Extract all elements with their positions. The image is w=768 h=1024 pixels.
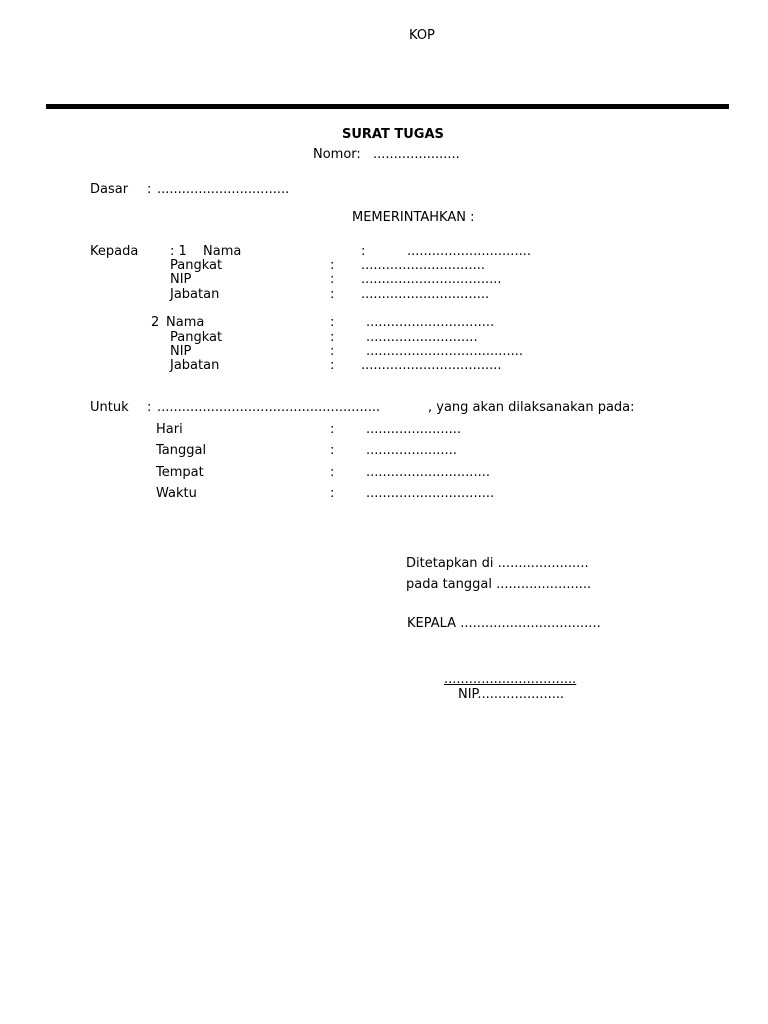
person-2-jabatan-label: Jabatan [170, 358, 220, 373]
person-1-nama-value: .............................. [407, 244, 531, 259]
nomor-value: ..................... [373, 147, 460, 162]
person-2-nama-value: ............................... [366, 315, 495, 330]
untuk-label: Untuk [90, 400, 129, 415]
tempat-colon: : [330, 465, 335, 480]
person-1-jabatan-value: ............................... [361, 287, 490, 302]
person-2-pangkat-label: Pangkat [170, 330, 223, 345]
person-1-pangkat-colon: : [330, 258, 335, 273]
person-2-pangkat-colon: : [330, 330, 335, 345]
waktu-value: ............................... [366, 486, 495, 501]
person-1-nip-label: NIP [170, 272, 192, 287]
waktu-colon: : [330, 486, 335, 501]
untuk-value: ...................................................... [157, 400, 381, 415]
tanggal-line: pada tanggal ....................... [406, 577, 592, 592]
hari-value: ....................... [366, 422, 462, 437]
tanggal-value: ...................... [366, 443, 457, 458]
signatory-nip: NIP..................... [458, 687, 565, 702]
person-2-nip-label: NIP [170, 344, 192, 359]
person-2-nama-label: Nama [166, 315, 205, 330]
document-title: SURAT TUGAS [342, 127, 444, 142]
tanggal-colon: : [330, 443, 335, 458]
command-heading: MEMERINTAHKAN : [352, 210, 475, 225]
dasar-value: ................................ [157, 182, 290, 197]
person-2-number: 2 [151, 315, 160, 330]
dasar-label: Dasar [90, 182, 129, 197]
person-1-nip-value: .................................. [361, 272, 502, 287]
person-1-jabatan-colon: : [330, 287, 335, 302]
person-1-number: : 1 [170, 244, 187, 259]
untuk-suffix: , yang akan dilaksanakan pada: [428, 400, 635, 415]
person-1-nama-label: Nama [203, 244, 242, 259]
person-1-jabatan-label: Jabatan [170, 287, 220, 302]
tanggal-label: Tanggal [156, 443, 207, 458]
signatory-name-line: ................................ [444, 672, 577, 687]
person-1-pangkat-value: .............................. [361, 258, 485, 273]
ditetapkan-line: Ditetapkan di ...................... [406, 556, 589, 571]
person-1-nama-colon: : [361, 244, 366, 259]
tempat-value: .............................. [366, 465, 490, 480]
dasar-colon: : [147, 182, 152, 197]
person-2-nama-colon: : [330, 315, 335, 330]
person-1-pangkat-label: Pangkat [170, 258, 223, 273]
person-2-pangkat-value: ........................... [366, 330, 478, 345]
person-2-nip-value: ...................................... [366, 344, 524, 359]
person-1-nip-colon: : [330, 272, 335, 287]
hari-colon: : [330, 422, 335, 437]
letterhead-divider [46, 104, 729, 109]
person-2-nip-colon: : [330, 344, 335, 359]
letterhead-kop: KOP [409, 28, 435, 43]
kepada-label: Kepada [90, 244, 139, 259]
waktu-label: Waktu [156, 486, 197, 501]
kepala-line: KEPALA .................................. [407, 616, 601, 631]
person-2-jabatan-value: .................................. [361, 358, 502, 373]
tempat-label: Tempat [156, 465, 204, 480]
hari-label: Hari [156, 422, 183, 437]
nomor-label: Nomor: [313, 147, 361, 162]
person-2-jabatan-colon: : [330, 358, 335, 373]
untuk-colon: : [147, 400, 152, 415]
